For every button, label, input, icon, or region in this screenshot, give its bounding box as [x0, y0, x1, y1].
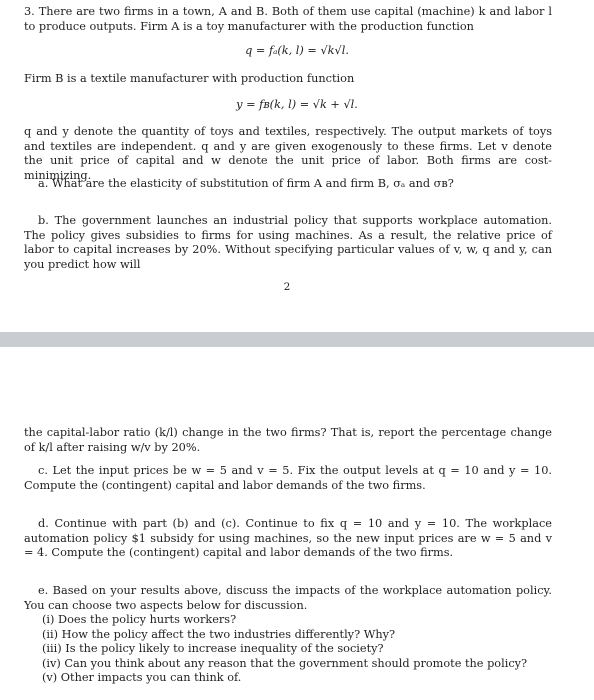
- equation-firm-b: y = fʙ(k, l) = √k + √l.: [236, 98, 358, 111]
- question-part-c: c. Let the input prices be w = 5 and v = 5. Fix the output levels at q = 10 and y = 10. Compute the (contingent) capital and labor demands of the two firms.: [24, 464, 552, 492]
- list-item: (v) Other impacts you can think of.: [42, 671, 242, 685]
- list-item: (iv) Can you think about any reason that the government should promote the policy?: [42, 656, 528, 670]
- page-2-sheet: [0, 0, 594, 332]
- page-3-sheet: [0, 347, 594, 700]
- firm-b-intro: Firm B is a textile manufacturer with production function: [24, 72, 355, 85]
- question-part-b: b. The government launches an industrial policy that supports workplace automation. The policy gives subsidies to firms for using machines. As a result, the relative price of labor to capital increases by 20%. Without specifying particular values of v, w, q and y, can you predict how will: [24, 214, 552, 271]
- question-part-a: a. What are the elasticity of substitution of firm A and firm B, σₐ and σʙ?: [38, 177, 454, 190]
- equation-firm-a: q = fₐ(k, l) = √k√l.: [245, 44, 349, 57]
- page-number: 2: [283, 281, 291, 293]
- part-e-options: [24, 613, 552, 686]
- page-separator: [0, 332, 594, 347]
- question-part-d: d. Continue with part (b) and (c). Continue to fix q = 10 and y = 10. The workplace automation policy $1 subsidy for using machines, so the new input prices are w = 5 and v = 4. Compute the (contingent) capital and labor demands of the two firms.: [24, 517, 552, 560]
- problem-intro: 3. There are two firms in a town, A and B. Both of them use capital (machine) k and labor l to produce outputs. Firm A is a toy manufacturer with the production function: [24, 5, 552, 33]
- list-item: (ii) How the policy affect the two industries differently? Why?: [42, 627, 396, 641]
- question-part-b-continued: the capital-labor ratio (k/l) change in the two firms? That is, report the percentage change of k/l after raising w/v by 20%.: [24, 426, 552, 454]
- list-item: (i) Does the policy hurts workers?: [42, 613, 237, 626]
- question-part-e: e. Based on your results above, discuss the impacts of the workplace automation policy. You can choose two aspects below for discussion.: [24, 584, 552, 612]
- definitions-paragraph: q and y denote the quantity of toys and textiles, respectively. The output markets of toys and textiles are independent. q and y are given exogenously to these firms. Let v denote the unit price of capital and w denote the unit price of labor. Both firms are cost-minimizing.: [24, 125, 552, 182]
- list-item: (iii) Is the policy likely to increase inequality of the society?: [42, 642, 384, 656]
